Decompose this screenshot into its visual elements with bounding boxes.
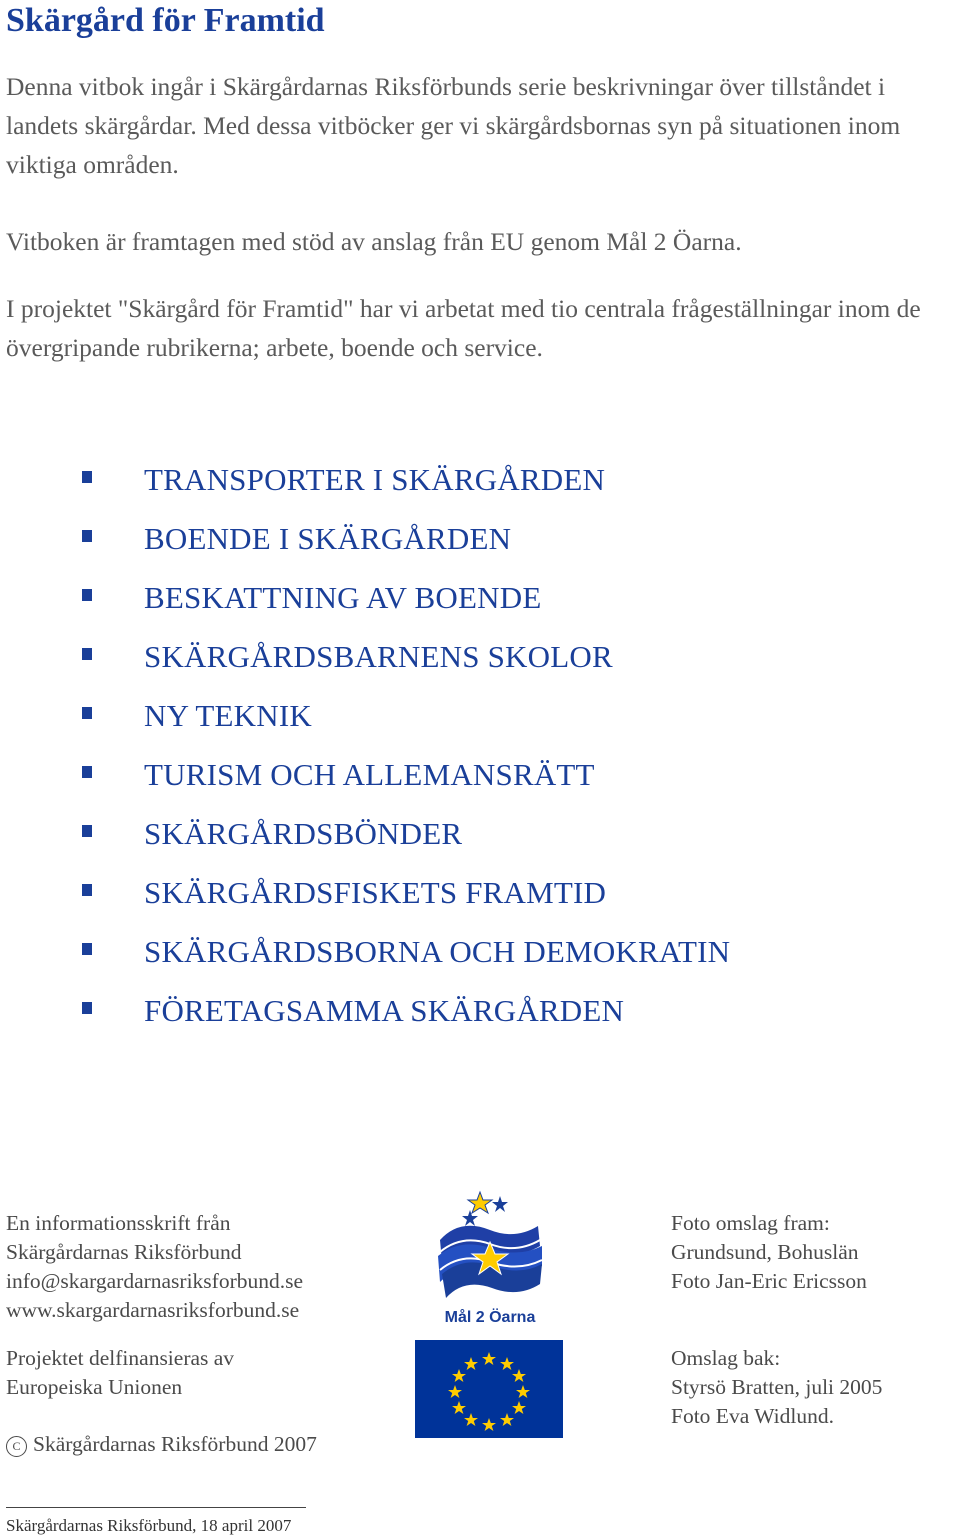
footer-divider [6,1507,306,1508]
square-bullet-icon [82,825,92,837]
intro-paragraph-2: Vitboken är framtagen med stöd av anslag från EU genom Mål 2 Öarna. [6,227,742,256]
copyright-text: Skärgårdarnas Riksförbund 2007 [33,1432,317,1456]
square-bullet-icon [82,884,92,896]
cover-front-place: Grundsund, Bohuslän [671,1240,859,1264]
square-bullet-icon [82,471,92,483]
intro-paragraph-1: Denna vitbok ingår i Skärgårdarnas Riksförbunds serie beskrivningar över tillståndet i landets skärgårdar. Med dessa vitböcker ger vi skärgårdsbornas syn på situationen inom viktiga områden. [6,72,901,179]
funding-line-2: Europeiska Unionen [6,1375,183,1399]
logo-text: Mål 2 Öarna [444,1309,536,1326]
page-title: Skärgård för Framtid [6,2,325,39]
funding-info [6,1344,234,1402]
publisher-name: Skärgårdarnas Riksförbund [6,1240,242,1264]
topic-label: NY TEKNIK [144,697,312,733]
copyright-notice [6,1430,317,1459]
cover-front-photographer: Foto Jan-Eric Ericsson [671,1269,867,1293]
list-item [82,745,730,804]
mal2-oarna-logo [430,1190,550,1328]
square-bullet-icon [82,648,92,660]
funding-line-1: Projektet delfinansieras av [6,1346,235,1370]
topic-label: SKÄRGÅRDSBORNA OCH DEMOKRATIN [144,933,731,969]
topic-label: TURISM OCH ALLEMANSRÄTT [144,756,595,792]
publisher-email[interactable]: info@skargardarnasriksforbund.se [6,1269,304,1293]
topic-label: SKÄRGÅRDSFISKETS FRAMTID [144,874,607,910]
square-bullet-icon [82,1002,92,1014]
topic-label: BOENDE I SKÄRGÅRDEN [144,520,512,556]
publisher-intro: En informationsskrift från [6,1211,231,1235]
topic-label: SKÄRGÅRDSBÖNDER [144,815,463,851]
list-item [82,450,730,509]
topic-label: TRANSPORTER I SKÄRGÅRDEN [144,461,606,497]
copyright-icon: C [6,1436,27,1457]
page-footer: Skärgårdarnas Riksförbund, 18 april 2007 [6,1516,292,1535]
cover-back-photographer: Foto Eva Widlund. [671,1404,834,1428]
cover-front-label: Foto omslag fram: [671,1211,830,1235]
list-item [82,981,730,1040]
topic-label: BESKATTNING AV BOENDE [144,579,542,615]
intro-paragraph-3: I projektet "Skärgård för Framtid" har vi arbetat med tio centrala frågeställningar inom de övergripande rubrikerna; arbete, boende och service. [6,294,921,362]
cover-front-credits [671,1209,867,1296]
topic-label: SKÄRGÅRDSBARNENS SKOLOR [144,638,613,674]
publisher-website[interactable]: www.skargardarnasriksforbund.se [6,1298,300,1322]
cover-back-label: Omslag bak: [671,1346,781,1370]
publisher-info [6,1209,303,1325]
square-bullet-icon [82,530,92,542]
cover-back-credits [671,1344,882,1431]
list-item [82,863,730,922]
eu-flag-icon [415,1340,563,1438]
list-item [82,568,730,627]
list-item [82,627,730,686]
list-item [82,804,730,863]
square-bullet-icon [82,707,92,719]
square-bullet-icon [82,589,92,601]
list-item [82,686,730,745]
square-bullet-icon [82,943,92,955]
list-item [82,922,730,981]
topic-label: FÖRETAGSAMMA SKÄRGÅRDEN [144,992,625,1028]
square-bullet-icon [82,766,92,778]
topic-list [82,450,730,1040]
list-item [82,509,730,568]
cover-back-place: Styrsö Bratten, juli 2005 [671,1375,883,1399]
